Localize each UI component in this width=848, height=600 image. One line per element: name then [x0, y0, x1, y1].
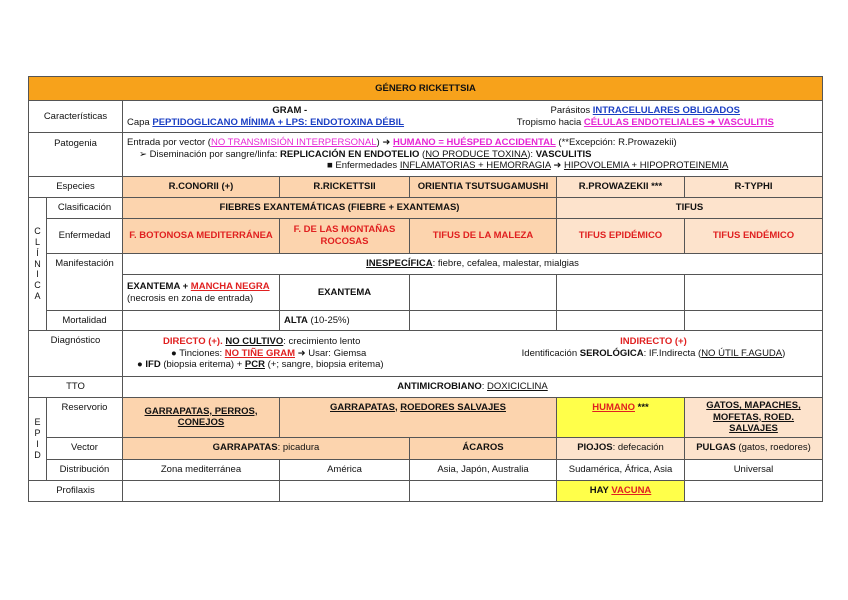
- pat-l1a: Entrada por vector (: [127, 137, 211, 149]
- label-diagnostico: Diagnóstico: [29, 331, 123, 377]
- epid-letter: P: [34, 427, 41, 438]
- label-vector: Vector: [47, 437, 123, 459]
- group-clinica: [29, 198, 47, 331]
- prof-b: VACUNA: [611, 484, 652, 496]
- diag-identificacion: [489, 348, 818, 360]
- diag-id-e: ): [782, 347, 786, 359]
- diag-ifd-b: IFD: [145, 359, 161, 371]
- manif-exa-c: (necrosis en zona de entrada): [127, 292, 254, 304]
- tto-b: :: [481, 381, 487, 393]
- distribucion-5: Universal: [685, 459, 823, 480]
- label-tto: TTO: [29, 377, 123, 398]
- diag-dir-b: NO CULTIVO: [225, 336, 284, 348]
- label-enfermedad: Enfermedad: [47, 219, 123, 254]
- clinica-letter: L: [34, 236, 40, 247]
- label-distribucion: Distribución: [47, 459, 123, 480]
- reservorio-3: [557, 398, 685, 438]
- capa-prefix: Capa: [127, 116, 153, 128]
- vec-c4a: PULGAS: [696, 442, 736, 454]
- tropismo-value: CÉLULAS ENDOTELIALES ➜ VASCULITIS: [583, 116, 774, 128]
- diag-ifd-c: (biopsia eritema) +: [160, 359, 245, 371]
- vector-4: [685, 437, 823, 459]
- label-reservorio: Reservorio: [47, 398, 123, 438]
- pat-l2e: ):: [527, 148, 536, 160]
- profilaxis-empty-5: [685, 480, 823, 501]
- label-manifestacion: Manifestación: [47, 254, 123, 311]
- diag-tinc-a: ● Tinciones:: [171, 347, 225, 359]
- pat-l2d: NO PRODUCE TOXINA: [425, 148, 528, 160]
- diag-id-d: NO ÚTIL F.AGUDA: [701, 347, 783, 359]
- diag-tinc-b: NO TIÑE GRAM: [224, 347, 295, 359]
- especie-4: R.PROWAZEKII ***: [557, 177, 685, 198]
- vec-c3b: : defecación: [612, 442, 664, 454]
- label-especies: Especies: [29, 177, 123, 198]
- manifestacion-empty-5: [685, 275, 823, 311]
- diag-ifd: [127, 359, 489, 371]
- manif-inespecifica: INESPECÍFICA: [366, 258, 433, 270]
- clinica-letter: Í: [36, 247, 39, 258]
- manif-exa-b: MANCHA NEGRA: [190, 280, 270, 292]
- table-title: GÉNERO RICKETTSIA: [29, 77, 823, 101]
- diag-ifd-e: (+; sangre, biopsia eritema): [264, 359, 384, 371]
- pat-l1b: NO TRANSMISIÓN INTERPERSONAL: [210, 137, 377, 149]
- caracteristicas-cell: [123, 101, 823, 133]
- manifestacion-general: [123, 254, 823, 275]
- vector-3: [557, 437, 685, 459]
- enfermedad-3: TIFUS DE LA MALEZA: [410, 219, 557, 254]
- mort-alta: ALTA: [284, 314, 308, 326]
- label-profilaxis: Profilaxis: [29, 480, 123, 501]
- reservorio-4: GATOS, MAPACHES, MOFETAS, ROED. SALVAJES: [685, 398, 823, 438]
- diag-id-a: Identificación: [521, 347, 580, 359]
- manifestacion-exantema-conorii: [123, 275, 280, 311]
- prof-a: HAY: [589, 484, 612, 496]
- diag-ifd-a: ●: [137, 359, 146, 371]
- res-c2b: ,: [394, 402, 401, 413]
- diag-tinc-c: ➜ Usar: Giemsa: [295, 347, 367, 359]
- parasitos-prefix: Parásitos: [550, 104, 593, 116]
- clinica-letter: A: [34, 291, 41, 302]
- vector-2: ÁCAROS: [410, 437, 557, 459]
- clinica-letter: C: [34, 280, 41, 291]
- clasificacion-fiebres: FIEBRES EXANTEMÁTICAS (FIEBRE + EXANTEMAS): [123, 198, 557, 219]
- tropismo-text: [473, 117, 819, 129]
- res-c2c: ROEDORES SALVAJES: [400, 402, 506, 413]
- patogenia-line-1: [127, 137, 818, 149]
- distribucion-3: Asia, Japón, Australia: [410, 459, 557, 480]
- rickettsia-table: [28, 76, 823, 502]
- pat-l2c: (: [419, 148, 426, 160]
- manifestacion-empty-3: [410, 275, 557, 311]
- vector-1: [123, 437, 410, 459]
- diag-id-b: SEROLÓGICA: [579, 347, 644, 359]
- epid-letter: I: [36, 438, 39, 449]
- diag-dir-c: : crecimiento lento: [283, 336, 361, 348]
- clinica-letter: I: [36, 269, 39, 280]
- distribucion-4: Sudamérica, África, Asia: [557, 459, 685, 480]
- capa-text: [127, 117, 473, 129]
- label-clasificacion: Clasificación: [47, 198, 123, 219]
- especie-5: R-TYPHI: [685, 177, 823, 198]
- mortalidad-empty-3: [410, 311, 557, 331]
- especie-1: R.CONORII (+): [123, 177, 280, 198]
- parasitos-text: [473, 105, 819, 117]
- manifestacion-exantema-rickettsii: EXANTEMA: [280, 275, 410, 311]
- pat-l3a: ■ Enfermedades: [327, 160, 400, 172]
- patogenia-cell: [123, 133, 823, 177]
- diag-dir-a: DIRECTO (+).: [163, 336, 226, 348]
- enfermedad-4: TIFUS EPIDÉMICO: [557, 219, 685, 254]
- profilaxis-empty-1: [123, 480, 280, 501]
- diag-id-c: : IF.Indirecta (: [643, 347, 702, 359]
- pat-l3d: HIPOVOLEMIA + HIPOPROTEINEMIA: [563, 160, 729, 172]
- clinica-letter: C: [34, 225, 41, 236]
- patogenia-line-3: [127, 160, 818, 172]
- pat-l3b: INFLAMATORIAS + HEMORRAGIA: [399, 160, 551, 172]
- pat-l1c: ) ➜: [376, 137, 393, 149]
- epid-letter: D: [34, 449, 41, 460]
- pat-l2b: REPLICACIÓN EN ENDOTELIO: [280, 148, 420, 160]
- distribucion-2: América: [280, 459, 410, 480]
- vec-c1b: : picadura: [277, 442, 320, 454]
- parasitos-value: INTRACELULARES OBLIGADOS: [592, 104, 740, 116]
- pat-l2f: VASCULITIS: [535, 148, 592, 160]
- label-mortalidad: Mortalidad: [47, 311, 123, 331]
- profilaxis-empty-2: [280, 480, 410, 501]
- label-caracteristicas: Características: [29, 101, 123, 133]
- clinica-letter: N: [34, 258, 41, 269]
- mortalidad-alta: [280, 311, 410, 331]
- tropismo-prefix: Tropismo hacia: [516, 116, 584, 128]
- manifestacion-empty-4: [557, 275, 685, 311]
- diag-directo: [127, 336, 489, 348]
- manif-exa-a: EXANTEMA +: [127, 280, 191, 292]
- vec-c4b: (gatos, roedores): [735, 442, 811, 454]
- distribucion-1: Zona mediterránea: [123, 459, 280, 480]
- profilaxis-empty-3: [410, 480, 557, 501]
- capa-value: PEPTIDOGLICANO MÍNIMA + LPS: ENDOTOXINA DÉBIL: [152, 116, 405, 128]
- patogenia-line-2: [127, 149, 818, 161]
- reservorio-1: GARRAPATAS, PERROS, CONEJOS: [123, 398, 280, 438]
- mortalidad-empty-1: [123, 311, 280, 331]
- vec-c3a: PIOJOS: [577, 442, 613, 454]
- enfermedad-1: F. BOTONOSA MEDITERRÁNEA: [123, 219, 280, 254]
- tto-cell: [123, 377, 823, 398]
- manif-rest: : fiebre, cefalea, malestar, mialgias: [432, 258, 579, 270]
- especie-2: R.RICKETTSII: [280, 177, 410, 198]
- mortalidad-empty-4: [557, 311, 685, 331]
- label-patogenia: Patogenia: [29, 133, 123, 177]
- res-c2a: GARRAPATAS: [330, 402, 395, 413]
- diag-indirecto: INDIRECTO (+): [620, 336, 687, 348]
- pat-l1d: HUMANO = HUÉSPED ACCIDENTAL: [392, 137, 556, 149]
- res-c3a: HUMANO: [592, 402, 635, 413]
- diag-ifd-d: PCR: [244, 359, 265, 371]
- pat-l3c: ➜: [550, 160, 564, 172]
- enfermedad-2: F. DE LAS MONTAÑAS ROCOSAS: [280, 219, 410, 254]
- pat-l1e: (**Excepción: R.Prowazekii): [555, 137, 677, 149]
- group-epid: [29, 398, 47, 481]
- pat-l2a: ➢ Diseminación por sangre/linfa:: [139, 148, 281, 160]
- reservorio-2: [280, 398, 557, 438]
- diag-tinciones: [127, 348, 489, 360]
- vec-c1a: GARRAPATAS: [212, 442, 278, 454]
- res-c3b: ***: [635, 402, 649, 413]
- diagnostico-cell: [123, 331, 823, 377]
- enfermedad-5: TIFUS ENDÉMICO: [685, 219, 823, 254]
- gram-text: GRAM -: [272, 104, 308, 116]
- mortalidad-empty-5: [685, 311, 823, 331]
- clasificacion-tifus: TIFUS: [557, 198, 823, 219]
- tto-c: DOXICICLINA: [487, 381, 548, 393]
- profilaxis-vacuna: [557, 480, 685, 501]
- epid-letter: E: [34, 416, 41, 427]
- tto-a: ANTIMICROBIANO: [397, 381, 482, 393]
- mort-pct: (10-25%): [307, 314, 350, 326]
- especie-3: ORIENTIA TSUTSUGAMUSHI: [410, 177, 557, 198]
